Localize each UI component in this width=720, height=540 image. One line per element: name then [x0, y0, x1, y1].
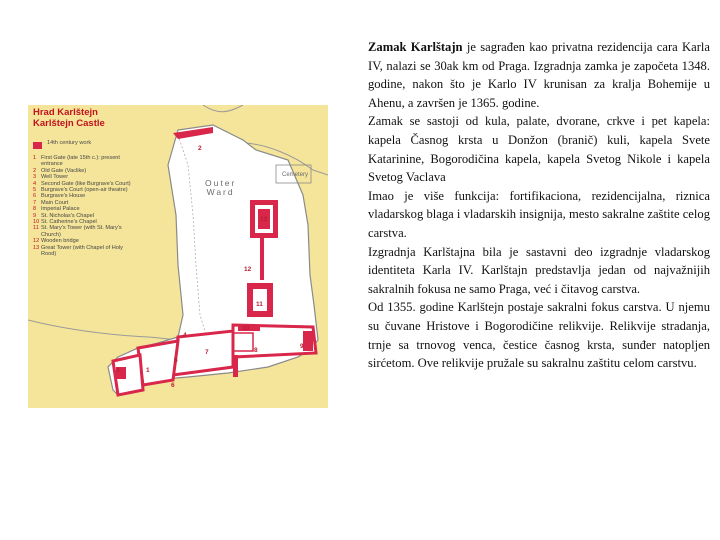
legend-item: 6 Burgrave's House — [33, 193, 86, 200]
burgraves-court — [138, 341, 178, 385]
map-legend — [33, 108, 133, 258]
legend-swatch-label: 14th century work — [47, 140, 92, 146]
paragraph-intro — [368, 38, 710, 112]
legend-item: 7 Main Court — [33, 199, 69, 206]
map-number-10: 10 — [242, 325, 250, 332]
map-number-8: 8 — [254, 347, 258, 354]
legend-item: 12 Wooden bridge — [33, 238, 79, 245]
legend-list — [33, 155, 133, 258]
legend-swatch — [33, 142, 42, 149]
map-number-3: 3 — [116, 367, 120, 374]
intro-text: je sagrađen kao privatna rezidencija cara Karla IV, nalazi se 30ak km od Praga. Izgradnja zamka je započeta 1348. godine, nakon što je Karlo IV krunisan za kralja Bohemije u Ahenu, a završen je 1365. godine. — [368, 40, 710, 110]
paragraph-relics: Od 1355. godine Karlštejn postaje sakralni fokus carstva. U njemu su čuvane Hristove i Bogorodičine relikvije. Relikvije stradanja, trnje sa trnovog venca, čestice časnog krsta, sunđer natopljen sirćetom. Ove relikvije pružale su sakralnu zaštitu celom carstvu. — [368, 300, 710, 371]
legend-item: 5 Burgrave's Court (open-air theatre) — [33, 187, 128, 194]
legend-item: 8 Imperial Palace — [33, 206, 80, 213]
legend-item: 2 Old Gate (Vaclike) — [33, 167, 87, 174]
castle-plan-map — [28, 105, 328, 408]
st-nicholas-chapel — [303, 331, 313, 351]
legend-item: 3 Well Tower — [33, 174, 69, 181]
outer-ward-label: Outer Ward — [205, 178, 237, 197]
map-number-13: 13 — [260, 216, 268, 223]
map-number-12: 12 — [244, 266, 252, 273]
map-number-1: 1 — [146, 367, 150, 374]
map-number-11: 11 — [256, 301, 263, 308]
map-number-2: 2 — [198, 145, 202, 152]
wooden-bridge — [260, 238, 264, 280]
main-court — [173, 331, 233, 375]
legend-item: 13 Great Tower (with Chapel of Holy Rood) — [33, 244, 123, 258]
legend-item: 4 Second Gate (like Burgrave's Court) — [33, 180, 131, 187]
map-number-7: 7 — [205, 349, 209, 356]
cemetery-label: Cemetery — [282, 172, 309, 178]
map-number-9: 9 — [300, 343, 304, 350]
legend-swatch-row — [33, 140, 133, 149]
legend-item: 10 St. Catherine's Chapel — [33, 219, 97, 226]
paragraph-functions: Imao je više funkcija: fortifikaciona, rezidencijalna, riznica vladarskog blaga i vladarskih insignija, mesto sakralne zaštite celog carstva. — [368, 188, 710, 240]
map-number-5: 5 — [174, 357, 178, 364]
map-title-czech: Hrad Karlštejn — [33, 107, 98, 118]
second-gate — [233, 355, 238, 377]
legend-item: 11 St. Mary's Tower (with St. Mary's Church) — [33, 225, 122, 238]
map-title-english: Karlštejn Castle — [33, 117, 105, 129]
legend-item: 1 First Gate (late 15th c.): present entrance — [33, 155, 120, 168]
paragraph-structure: Zamak se sastoji od kula, palate, dvorane, crkve i pet kapela: kapela Časnog krsta u Donžon (branič) kuli, kapela Svete Katarinine, Bogorodičina kapela, kapela Svetog Nikole i kapela Svetog Vaclava — [368, 114, 710, 185]
legend-item: 9 St. Nicholas's Chapel — [33, 212, 94, 219]
paragraph-identity: Izgradnja Karlštajna bila je sastavni deo izgradnje vladarskog identiteta Karla IV. Karlštajn predstavlja jedan od najvažnijih sakralnih fokusa ne samo Praga, već i čitavog carstva. — [368, 244, 710, 296]
map-number-6: 6 — [171, 382, 175, 389]
map-number-4: 4 — [183, 332, 187, 339]
article-title: Zamak Karlštajn — [368, 40, 463, 54]
article-text — [368, 38, 710, 373]
